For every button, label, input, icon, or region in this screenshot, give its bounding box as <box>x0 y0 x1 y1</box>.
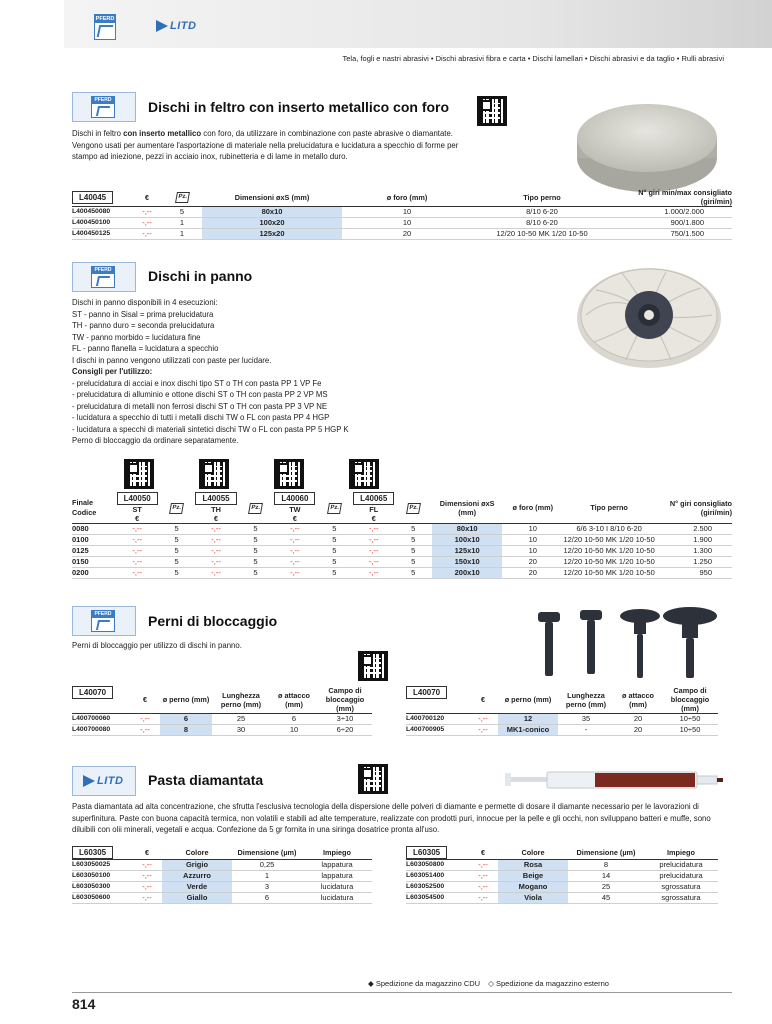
cloth-st-qr-code[interactable] <box>124 459 154 489</box>
pieces-icon: Pz. <box>327 503 342 514</box>
paste-left-table: L60305 € Colore Dimensione (µm) Impiego L603050025 -,-- Grigio 0,25 lappatura L603050100 -,-- Azzurro 1 lappatura L603050300 -,-- Verde 3 lucidatura L603050600 -,-- Giallo 6 lucidatura <box>72 846 372 904</box>
paste-title: Pasta diamantata <box>148 772 264 788</box>
felt-qr-code[interactable] <box>477 96 507 126</box>
table-row: L603051400 -,-- Beige 14 prelucidatura <box>406 871 718 882</box>
cloth-buff-image <box>576 260 722 370</box>
cloth-description: Dischi in panno disponibili in 4 esecuzioni: ST - panno in Sisal = prima prelucidatura TH - panno duro = seconda prelucidatura TW - panno morbido = lucidatura fine FL - panno flanella = lucidatura a specchio I dischi in panno vengono utilizzati con paste per lucidare. Consigli per l'utilizzo: - prelucidatura di acciai e inox dischi tipo ST o TH con pasta PP 1 VP Fe - prelucidatura di alluminio e ottone dischi ST o TH con pasta PP 2 VP MS - prelucidatura di metalli non ferrosi dischi ST o TH con pasta PP 3 VP NE - lucidatura a specchio di tutti i metalli dischi TW o FL con pasta PP 4 HGP - lucidatura a specchi di materiali sintetici dischi TW o FL con pasta PP 5 HGP K Perno di bloccaggio da ordinare separatamente. <box>72 298 349 445</box>
felt-disc-image <box>575 96 720 196</box>
felt-description: Dischi in feltro con inserto metallico con foro, da utilizzare in combinazione con paste abrasive o diamantate. Vengono usati per aumentare l'asportazione di materiale nella prelucidatura e lucidatura a specchio di forme per stampo ad iniezione, pezzi in acciaio inox, rubinetteria e di lame in metallo duro. <box>72 129 459 161</box>
arbor-brand-logo: PFERD <box>72 606 136 636</box>
pieces-icon: Pz. <box>406 503 421 514</box>
cloth-fl-qr-code[interactable] <box>349 459 379 489</box>
cloth-tw-qr-code[interactable] <box>274 459 304 489</box>
page-number: 814 <box>72 996 96 1012</box>
felt-code-box: L40045 <box>72 191 113 204</box>
felt-table: L40045 € Pz. Dimensioni øxS (mm) ø foro (mm) Tipo perno N° giri min/max consigliato (giri/min) L400450080 -,-- 5 80x10 10 8/10 6-20 1.000/2.000 L400450100 -,-- 1 100x20 10 8/10 6-20 900/1.800 L400450125 -,-- 1 125x20 20 12/20 10-50 MK 1/20 10-50 750/1.500 <box>72 188 732 238</box>
arbor-title: Perni di bloccaggio <box>148 613 278 629</box>
table-row: L400700905 -,-- MK1-conico - 20 10÷50 <box>406 725 718 736</box>
table-row: L603052500 -,-- Mogano 25 sgrossatura <box>406 882 718 893</box>
pieces-icon: Pz. <box>175 192 190 203</box>
table-row: L603054500 -,-- Viola 45 sgrossatura <box>406 893 718 904</box>
pieces-icon: Pz. <box>248 503 263 514</box>
syringe-image <box>505 766 725 796</box>
shipping-legend: ◆ Spedizione da magazzino CDU ◇ Spedizione da magazzino esterno <box>368 979 609 988</box>
breadcrumb: Tela, fogli e nastri abrasivi • Dischi abrasivi fibra e carta • Dischi lamellari • Dischi abrasivi e da taglio • Rulli abrasivi <box>342 54 724 63</box>
table-row: 0100 -,-- 5 -,-- 5 -,-- 5 -,-- 5 100x10 10 12/20 10-50 MK 1/20 10-50 1.900 <box>72 535 732 546</box>
table-row: L400450100 -,-- 1 100x20 10 8/10 6-20 900/1.800 <box>72 218 732 229</box>
table-row: L400700060 -,-- 6 25 6 3÷10 <box>72 714 372 725</box>
filled-diamond-icon: ◆ <box>368 979 374 988</box>
table-row: L603050800 -,-- Rosa 8 prelucidatura <box>406 860 718 871</box>
arbor-image <box>530 604 730 684</box>
table-row: 0080 -,-- 5 -,-- 5 -,-- 5 -,-- 5 80x10 10 6/6 3-10 I 8/10 6-20 2.500 <box>72 524 732 535</box>
table-row: 0200 -,-- 5 -,-- 5 -,-- 5 -,-- 5 200x10 20 12/20 10-50 MK 1/20 10-50 950 <box>72 568 732 579</box>
table-row: L400450125 -,-- 1 125x20 20 12/20 10-50 MK 1/20 10-50 750/1.500 <box>72 229 732 240</box>
arbor-qr-code[interactable] <box>358 651 388 681</box>
litd-mark-icon <box>156 20 168 32</box>
table-row: L400450080 -,-- 5 80x10 10 8/10 6-20 1.000/2.000 <box>72 207 732 218</box>
table-row: L603050100 -,-- Azzurro 1 lappatura <box>72 871 372 882</box>
arbor-description: Perni di bloccaggio per utilizzo di dischi in panno. <box>72 641 242 650</box>
arbor-left-table: L40070 € ø perno (mm) Lunghezza perno (mm) ø attacco (mm) Campo di bloccaggio (mm) L400700060 -,-- 6 25 6 3÷10 L400700080 -,-- 8 30 10 6÷20 <box>72 686 372 736</box>
cloth-table: Finale Codice L40050 ST € Pz. L40055 TH € Pz. L40060 TW € Pz. L40065 FL € Pz. Dimensioni øxS (mm) ø foro (mm) Tipo perno N° giri consigliato (giri/min) 0080 -,-- 5 -,-- 5 -,-- 5 -,-- 5 80x10 10 6/6 3-10 I 8/10 6-20 2.500 0100 -,-- 5 -,-- 5 -,-- 5 -,-- 5 100x10 10 12/20 10-50 MK 1/20 10-50 1.900 0125 -,-- 5 -,-- 5 -,-- 5 -,-- 5 125x10 10 12/20 10-50 MK 1/20 10-50 1.300 0150 -,-- 5 -,-- 5 -,-- 5 -,-- 5 150x10 20 12/20 10-50 MK 1/20 10-50 1.250 0200 -,-- 5 -,-- 5 -,-- 5 -,-- 5 200x10 20 12/20 10-50 MK 1/20 10-50 950 <box>72 494 732 577</box>
table-row: L603050300 -,-- Verde 3 lucidatura <box>72 882 372 893</box>
paste-right-table: L60305 € Colore Dimensione (µm) Impiego L603050800 -,-- Rosa 8 prelucidatura L603051400 -,-- Beige 14 prelucidatura L603052500 -,-- Mogano 25 sgrossatura L603054500 -,-- Viola 45 sgrossatura <box>406 846 718 904</box>
litd-logo: LITD <box>156 20 196 32</box>
table-row: 0150 -,-- 5 -,-- 5 -,-- 5 -,-- 5 150x10 20 12/20 10-50 MK 1/20 10-50 1.250 <box>72 557 732 568</box>
table-row: L603050600 -,-- Giallo 6 lucidatura <box>72 893 372 904</box>
table-row: L400700120 -,-- 12 35 20 10÷50 <box>406 714 718 725</box>
pferd-logo: PFERD <box>94 14 116 40</box>
table-row: L400700080 -,-- 8 30 10 6÷20 <box>72 725 372 736</box>
paste-brand-logo: LITD <box>72 766 136 796</box>
felt-title: Dischi in feltro con inserto metallico con foro <box>148 99 450 115</box>
cloth-brand-logo: PFERD <box>72 262 136 292</box>
cloth-title: Dischi in panno <box>148 268 253 284</box>
felt-brand-logo: PFERD <box>72 92 136 122</box>
table-row: L603050025 -,-- Grigio 0,25 lappatura <box>72 860 372 871</box>
cloth-th-qr-code[interactable] <box>199 459 229 489</box>
paste-description: Pasta diamantata ad alta concentrazione, che sfrutta l'esclusiva tecnologia della dispersione delle polveri di diamante e permette di dosare il diamante necessario per le lavorazioni di superfinitura. Paste con buona capacità termica, non volatili e stabili ad alte temperature, realizzate con prodotti puri, innocue per la pelle e gli occhi, non sviluppano batteri e muffe, sono diluibili con olii minerali, vegetali e acqua. Confezione da 5 gr fornita in una siringa dosatrice pronta all'uso. <box>72 802 711 834</box>
paste-qr-code[interactable] <box>358 764 388 794</box>
outline-diamond-icon: ◇ <box>488 979 494 988</box>
arbor-right-table: L40070 € ø perno (mm) Lunghezza perno (mm) ø attacco (mm) Campo di bloccaggio (mm) L400700120 -,-- 12 35 20 10÷50 L400700905 -,-- MK1-conico - 20 10÷50 <box>406 686 718 736</box>
table-row: 0125 -,-- 5 -,-- 5 -,-- 5 -,-- 5 125x10 10 12/20 10-50 MK 1/20 10-50 1.300 <box>72 546 732 557</box>
pieces-icon: Pz. <box>169 503 184 514</box>
litd-mark-icon <box>83 775 95 787</box>
